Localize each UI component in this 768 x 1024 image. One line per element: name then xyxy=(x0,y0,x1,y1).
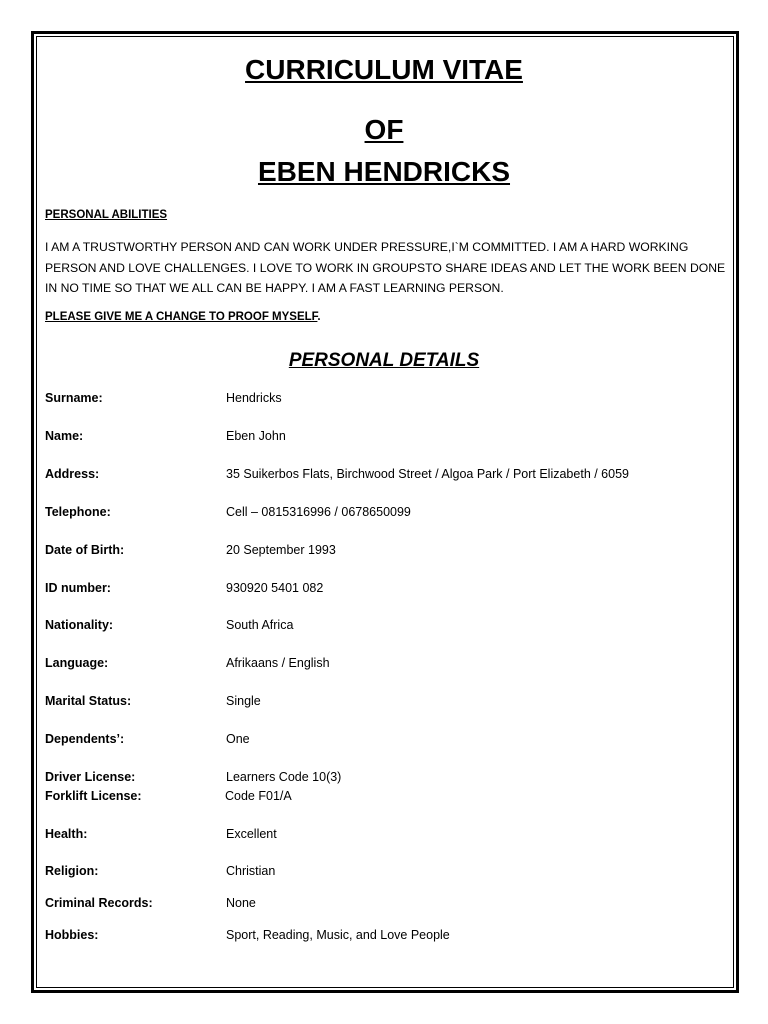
detail-value: South Africa xyxy=(226,618,294,632)
detail-value: Code F01/A xyxy=(225,789,292,803)
personal-abilities-heading: PERSONAL ABILITIES xyxy=(45,209,168,221)
personal-details-heading: PERSONAL DETAILS xyxy=(288,350,480,371)
detail-label: Marital Status: xyxy=(45,694,132,708)
plea-text: PLEASE GIVE ME A CHANGE TO PROOF MYSELF xyxy=(45,311,318,323)
personal-abilities-text: I AM A TRUSTWORTHY PERSON AND CAN WORK UNDER PRESSURE,I`M COMMITTED. I AM A HARD WORKING PERSON AND LOVE CHALLENGES. I LOVE TO WORK IN GROUPSTO SHARE IDEAS AND LET THE WORK BEEN DONE IN NO TIME SO THAT WE ALL CAN BE HAPPY. I AM A FAST LEARNING PERSON. xyxy=(45,240,726,295)
detail-value: Excellent xyxy=(226,827,277,841)
detail-label: Criminal Records: xyxy=(45,896,153,910)
detail-value: None xyxy=(226,896,256,910)
detail-label: ID number: xyxy=(45,581,111,595)
detail-value: 20 September 1993 xyxy=(226,543,336,557)
cv-title: CURRICULUM VITAE xyxy=(245,54,523,85)
detail-value: Christian xyxy=(226,864,276,878)
detail-value: Hendricks xyxy=(226,391,282,405)
detail-label: Driver License: xyxy=(45,770,136,784)
detail-label: Language: xyxy=(45,656,109,670)
detail-value: Learners Code 10(3) xyxy=(226,770,342,784)
cv-title-of: OF xyxy=(364,114,404,145)
detail-label: Dependents’: xyxy=(45,732,125,746)
detail-value: 35 Suikerbos Flats, Birchwood Street / Algoa Park / Port Elizabeth / 6059 xyxy=(226,467,629,481)
detail-label: Hobbies: xyxy=(45,928,99,942)
detail-label: Name: xyxy=(45,429,84,443)
detail-label: Telephone: xyxy=(45,505,111,519)
detail-value: 930920 5401 082 xyxy=(226,581,324,595)
detail-value: Eben John xyxy=(226,429,286,443)
detail-value: Single xyxy=(226,694,261,708)
detail-label: Date of Birth: xyxy=(45,543,125,557)
detail-label: Forklift License: xyxy=(45,789,142,803)
cv-title-name: EBEN HENDRICKS xyxy=(257,156,511,187)
detail-value: Cell – 0815316996 / 0678650099 xyxy=(226,505,411,519)
detail-value: Afrikaans / English xyxy=(226,656,330,670)
detail-label: Surname: xyxy=(45,391,103,405)
plea-line xyxy=(45,311,321,323)
detail-label: Nationality: xyxy=(45,618,114,632)
detail-label: Health: xyxy=(45,827,88,841)
plea-period: . xyxy=(317,311,321,323)
detail-value: One xyxy=(226,732,250,746)
detail-label: Religion: xyxy=(45,864,99,878)
detail-label: Address: xyxy=(45,467,100,481)
detail-value: Sport, Reading, Music, and Love People xyxy=(226,928,450,942)
